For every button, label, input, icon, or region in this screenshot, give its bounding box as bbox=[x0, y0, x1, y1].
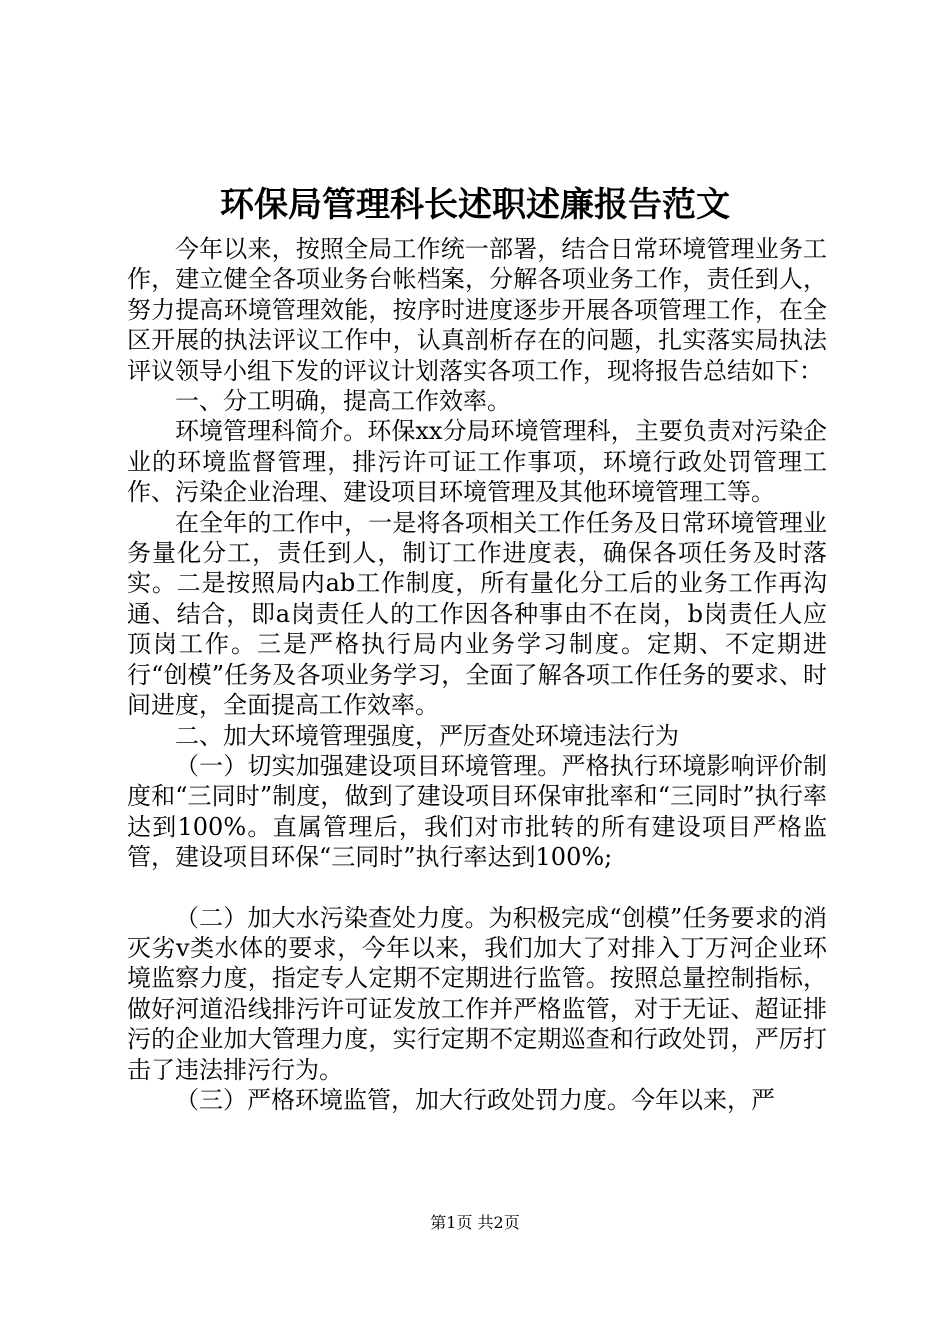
paragraph-item-2: （二）加大水污染查处力度。为积极完成“创模”任务要求的消灭劣v类水体的要求，今年以来，我们加大了对排入丁万河企业环境监察力度，指定专人定期不定期进行监管。按照总量控制指标，做好河道沿线排污许可证发放工作并严格监管，对于无证、超证排污的企业加大管理力度，实行定期不定期巡查和行政处罚，严厉打击了违法排污行为。 bbox=[127, 903, 827, 1084]
paragraph-intro: 今年以来，按照全局工作统一部署，结合日常环境管理业务工作，建立健全各项业务台帐档案，分解各项业务工作，责任到人，努力提高环境管理效能，按序时进度逐步开展各项管理工作，在全区开展的执法评议工作中，认真剖析存在的问题，扎实落实局执法评议领导小组下发的评议计划落实各项工作，现将报告总结如下： bbox=[127, 235, 827, 385]
document-title: 环保局管理科长述职述廉报告范文 bbox=[220, 185, 730, 225]
document-body bbox=[127, 234, 827, 1115]
page-number: 第1页 共2页 bbox=[430, 1213, 520, 1232]
paragraph-work-division: 在全年的工作中，一是将各项相关工作任务及日常环境管理业务量化分工，责任到人，制订工作进度表，确保各项任务及时落实。二是按照局内ab工作制度，所有量化分工后的业务工作再沟通、结合，即a岗责任人的工作因各种事由不在岗，b岗责任人应顶岗工作。三是严格执行局内业务学习制度。定期、不定期进行“创模”任务及各项业务学习，全面了解各项工作任务的要求、时间进度，全面提高工作效率。 bbox=[127, 508, 827, 720]
paragraph-item-1: （一）切实加强建设项目环境管理。严格执行环境影响评价制度和“三同时”制度，做到了建设项目环保审批率和“三同时”执行率达到100%。直属管理后，我们对市批转的所有建设项目严格监管，建设项目环保“三同时”执行率达到100%; bbox=[127, 751, 827, 872]
section-heading-1: 一、分工明确，提高工作效率。 bbox=[175, 387, 511, 416]
paragraph-dept-intro: 环境管理科简介。环保xx分局环境管理科，主要负责对污染企业的环境监督管理，排污许可证工作事项，环境行政处罚管理工作、污染企业治理、建设项目环境管理及其他环境管理工等。 bbox=[127, 417, 827, 507]
paragraph-item-3: （三）严格环境监管，加大行政处罚力度。今年以来，严 bbox=[175, 1085, 775, 1114]
paragraph-spacer bbox=[127, 873, 827, 903]
section-heading-2: 二、加大环境管理强度，严厉查处环境违法行为 bbox=[175, 721, 679, 750]
